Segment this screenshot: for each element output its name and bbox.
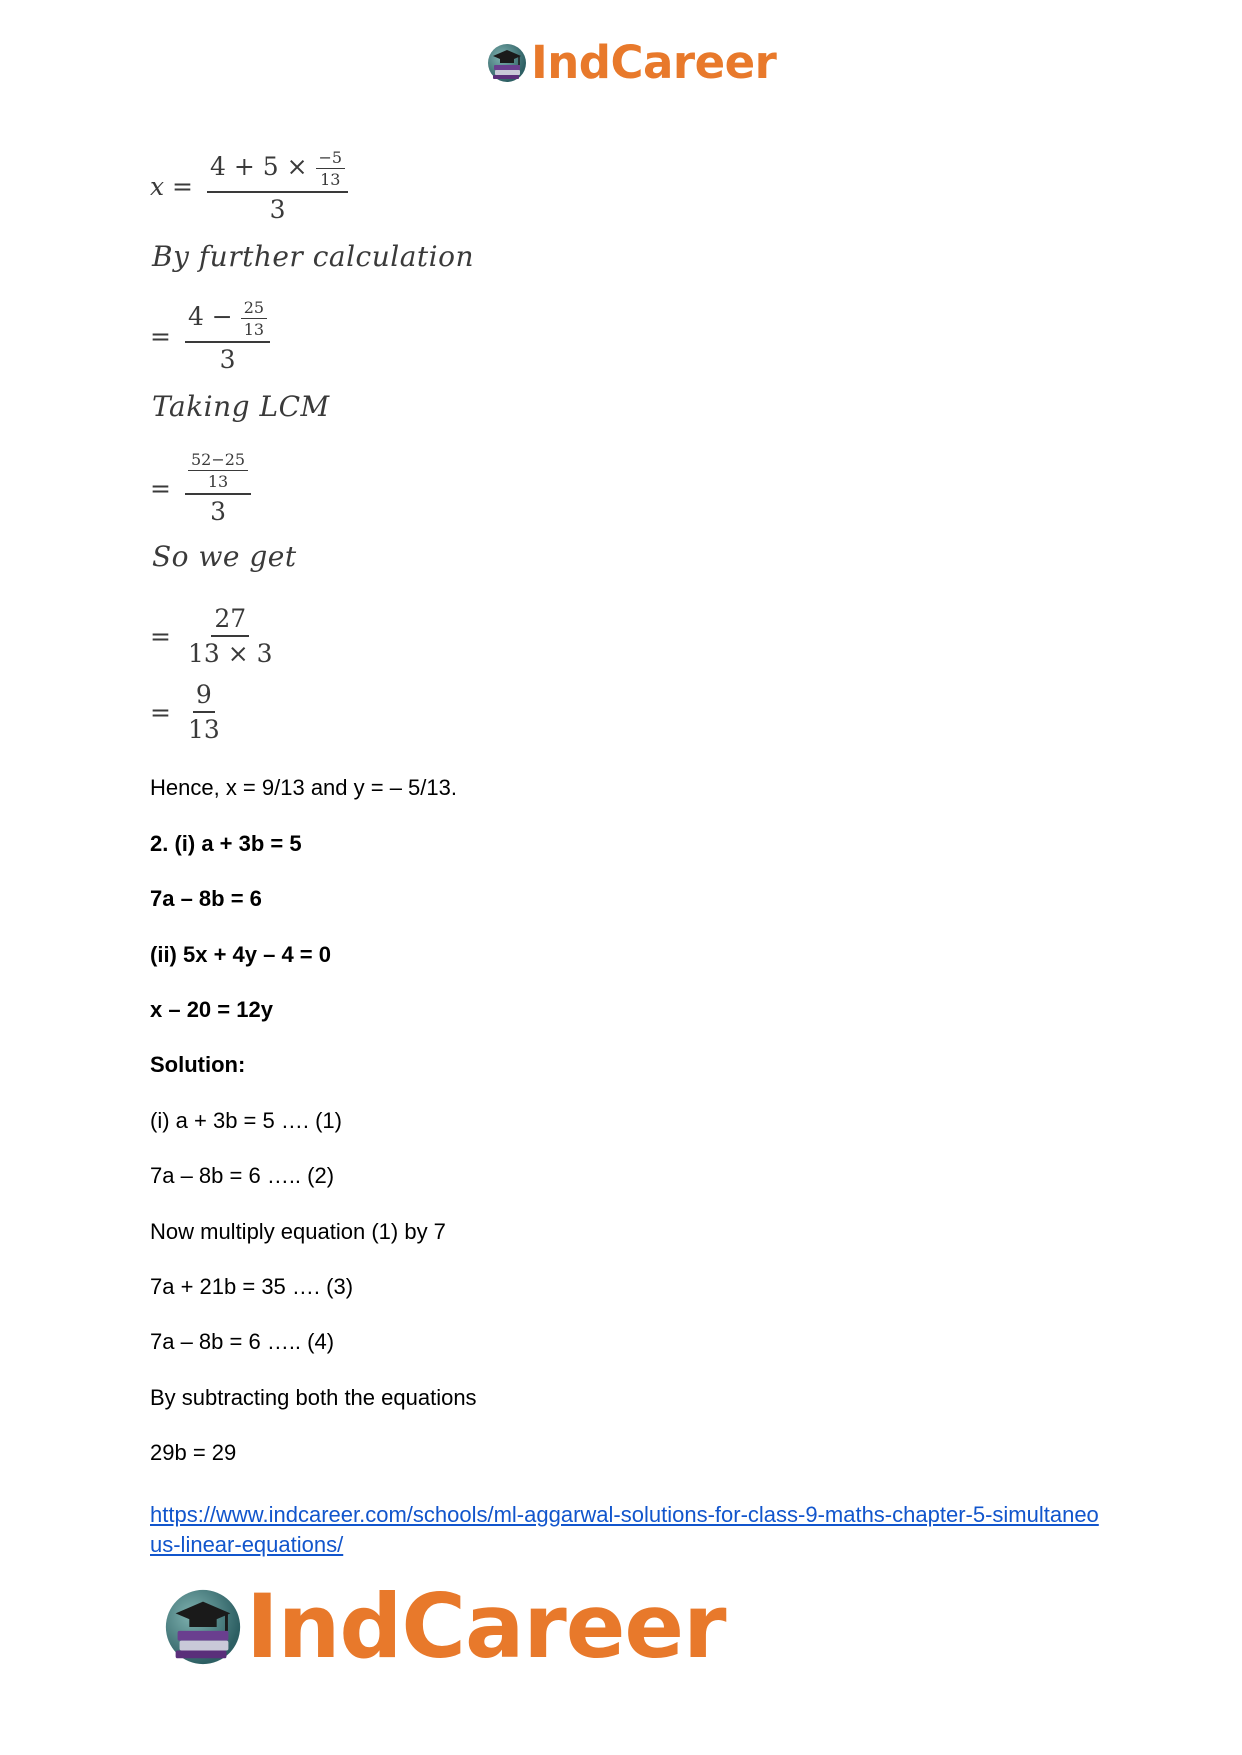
solution-step-7: 29b = 29 bbox=[150, 1440, 237, 1465]
equation-lhs: = bbox=[150, 697, 171, 727]
graduation-cap-books-icon bbox=[160, 1584, 246, 1670]
solution-step-6: By subtracting both the equations bbox=[150, 1385, 477, 1410]
header-logo bbox=[485, 36, 777, 89]
graduation-cap-books-icon bbox=[485, 41, 529, 85]
solution-step-3: Now multiply equation (1) by 7 bbox=[150, 1219, 446, 1244]
equation-step-5 bbox=[150, 680, 223, 744]
inner-numerator: 25 bbox=[241, 298, 267, 319]
solution-step-1: (i) a + 3b = 5 …. (1) bbox=[150, 1108, 342, 1133]
fraction-numerator: 27 bbox=[211, 604, 249, 637]
equation-step-2 bbox=[150, 298, 270, 374]
brand-name: IndCareer bbox=[246, 1575, 726, 1678]
fraction-denominator: 3 bbox=[269, 195, 286, 224]
math-caption-taking-lcm: Taking LCM bbox=[152, 390, 330, 423]
inner-fraction bbox=[188, 450, 248, 491]
footer-logo bbox=[160, 1575, 726, 1678]
inner-fraction bbox=[316, 148, 346, 189]
question-2-i-eq-2: 7a – 8b = 6 bbox=[150, 886, 262, 911]
fraction-denominator: 13 bbox=[187, 715, 220, 744]
fraction-numerator bbox=[185, 298, 270, 343]
math-caption-so-we-get: So we get bbox=[152, 540, 297, 573]
fraction-numerator bbox=[207, 148, 348, 193]
equation-lhs: x = bbox=[150, 171, 193, 201]
equation-step-3 bbox=[150, 450, 251, 526]
inner-denominator: 13 bbox=[320, 170, 341, 189]
question-2-ii-eq-2: x – 20 = 12y bbox=[150, 997, 273, 1022]
fraction bbox=[207, 148, 348, 224]
equation-step-4 bbox=[150, 604, 276, 668]
equation-lhs: = bbox=[150, 621, 171, 651]
fraction-numerator bbox=[185, 450, 251, 495]
equation-lhs: = bbox=[150, 321, 171, 351]
inner-numerator: −5 bbox=[316, 148, 346, 169]
inner-denominator: 13 bbox=[243, 320, 265, 339]
fraction bbox=[185, 298, 270, 374]
equation-x bbox=[150, 148, 348, 224]
inner-denominator: 13 bbox=[207, 472, 229, 491]
numerator-term: 4 + 5 × bbox=[210, 152, 308, 181]
solution-step-4: 7a + 21b = 35 …. (3) bbox=[150, 1274, 354, 1299]
equation-lhs: = bbox=[150, 473, 171, 503]
question-2-i-eq-1: 2. (i) a + 3b = 5 bbox=[150, 831, 302, 856]
numerator-term: 4 − bbox=[187, 302, 233, 331]
inner-numerator: 52−25 bbox=[188, 450, 248, 471]
fraction bbox=[185, 604, 276, 668]
inner-fraction bbox=[241, 298, 267, 339]
solution-step-5: 7a – 8b = 6 ….. (4) bbox=[150, 1329, 335, 1354]
fraction bbox=[185, 680, 223, 744]
source-link[interactable]: https://www.indcareer.com/schools/ml-aggarwal-solutions-for-class-9-maths-chapter-5-simultaneous-linear-equations/ bbox=[150, 1502, 1099, 1557]
conclusion-text: Hence, x = 9/13 and y = – 5/13. bbox=[150, 775, 457, 800]
brand-name: IndCareer bbox=[531, 36, 777, 89]
question-2-ii-eq-1: (ii) 5x + 4y – 4 = 0 bbox=[150, 942, 332, 967]
solution-heading: Solution: bbox=[150, 1052, 246, 1077]
fraction-numerator: 9 bbox=[193, 680, 215, 713]
fraction-denominator: 3 bbox=[219, 345, 236, 374]
fraction-denominator: 3 bbox=[210, 497, 226, 526]
fraction bbox=[185, 450, 251, 526]
fraction-denominator: 13 × 3 bbox=[187, 639, 273, 668]
math-caption-further-calculation: By further calculation bbox=[152, 240, 475, 273]
solution-step-2: 7a – 8b = 6 ….. (2) bbox=[150, 1163, 335, 1188]
